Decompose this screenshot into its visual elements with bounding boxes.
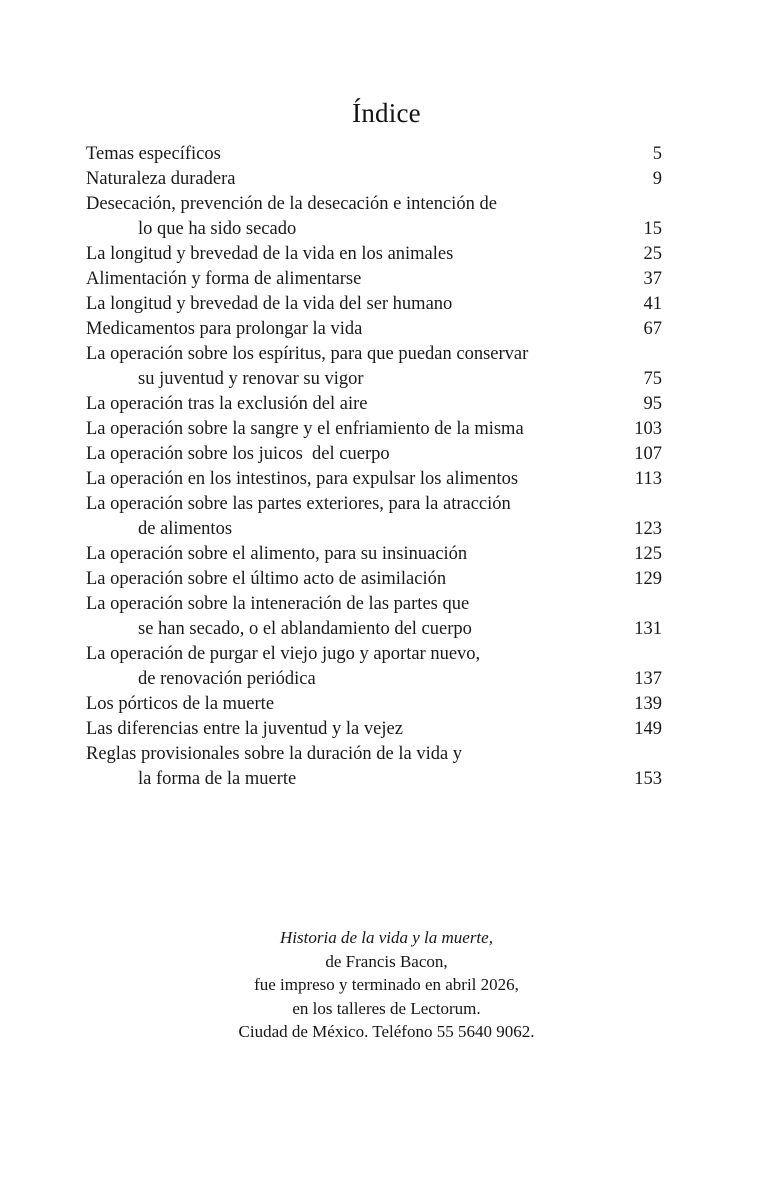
toc-entry-label: La operación sobre los espíritus, para que puedan conservar xyxy=(86,344,529,364)
toc-entry-label: La operación sobre el último acto de asimilación xyxy=(86,569,447,589)
toc-entry-title-line xyxy=(86,467,662,492)
toc-entry-title-line xyxy=(86,292,662,317)
toc-entry-continuation-line xyxy=(86,217,662,242)
toc-page-number: 95 xyxy=(643,394,662,414)
toc-entry-label: Alimentación y forma de alimentarse xyxy=(86,269,362,289)
toc-entry-title-line xyxy=(86,242,662,267)
toc-entry-title-line xyxy=(86,442,662,467)
toc-entry-label: Reglas provisionales sobre la duración de la vida y xyxy=(86,744,463,764)
toc-entry[interactable] xyxy=(86,492,662,542)
toc-entry[interactable] xyxy=(86,467,662,492)
toc-entry-title-line xyxy=(86,717,662,742)
toc-entry[interactable] xyxy=(86,417,662,442)
toc-entry-title-line xyxy=(86,192,662,217)
toc-page-number: 9 xyxy=(652,169,662,189)
toc-entry-label: la forma de la muerte xyxy=(138,769,297,789)
toc-entry-continuation-line xyxy=(86,517,662,542)
toc-entry-label: su juventud y renovar su vigor xyxy=(138,369,364,389)
toc-page-number: 25 xyxy=(643,244,662,264)
toc-entry-label: de alimentos xyxy=(138,519,233,539)
toc-entry-continuation-line xyxy=(86,667,662,692)
toc-entry[interactable] xyxy=(86,392,662,417)
toc-entry-label: La operación en los intestinos, para expulsar los alimentos xyxy=(86,469,519,489)
toc-entry-title-line xyxy=(86,692,662,717)
toc-page-number: 41 xyxy=(643,294,662,314)
toc-entry-label: Las diferencias entre la juventud y la vejez xyxy=(86,719,403,739)
toc-page-number: 139 xyxy=(634,694,662,714)
toc-entry-title-line xyxy=(86,542,662,567)
toc-entry[interactable] xyxy=(86,342,662,392)
toc-entry-title-line xyxy=(86,742,662,767)
toc-entry-title-line xyxy=(86,492,662,517)
toc-entry-title-line xyxy=(86,167,662,192)
toc-entry-label: lo que ha sido secado xyxy=(138,219,297,239)
colophon-line: en los talleres de Lectorum. xyxy=(292,998,481,1018)
toc-entry-title-line xyxy=(86,592,662,617)
toc-entry-label: La operación sobre la sangre y el enfriamiento de la misma xyxy=(86,419,524,439)
toc-entry[interactable] xyxy=(86,592,662,642)
toc-entry[interactable] xyxy=(86,692,662,717)
table-of-contents xyxy=(86,142,662,792)
page-title: Índice xyxy=(352,98,421,128)
toc-entry[interactable] xyxy=(86,267,662,292)
toc-entry-label: de renovación periódica xyxy=(138,669,316,689)
toc-page-number: 153 xyxy=(634,769,662,789)
toc-entry-label: Desecación, prevención de la desecación e intención de xyxy=(86,194,497,214)
colophon-line: fue impreso y terminado en abril 2026, xyxy=(254,975,519,994)
toc-entry[interactable] xyxy=(86,742,662,792)
colophon-line: de Francis Bacon, xyxy=(325,951,448,971)
toc-entry-title-line xyxy=(86,417,662,442)
toc-entry-label: se han secado, o el ablandamiento del cuerpo xyxy=(138,619,472,639)
toc-entry[interactable] xyxy=(86,317,662,342)
toc-entry-title-line xyxy=(86,642,662,667)
toc-entry-label: Temas específicos xyxy=(86,144,221,164)
toc-page-number: 131 xyxy=(634,619,662,639)
toc-entry-label: Medicamentos para prolongar la vida xyxy=(86,319,363,339)
toc-entry[interactable] xyxy=(86,542,662,567)
toc-entry-label: Los pórticos de la muerte xyxy=(86,694,275,714)
toc-page-number: 103 xyxy=(634,419,662,439)
toc-entry[interactable] xyxy=(86,192,662,242)
toc-entry-title-line xyxy=(86,142,662,167)
toc-page-number: 137 xyxy=(634,669,662,689)
toc-entry[interactable] xyxy=(86,442,662,467)
toc-entry[interactable] xyxy=(86,642,662,692)
colophon xyxy=(0,926,773,1044)
toc-page-number: 113 xyxy=(634,469,662,489)
toc-entry-continuation-line xyxy=(86,617,662,642)
toc-entry[interactable] xyxy=(86,167,662,192)
toc-page-number: 123 xyxy=(634,519,662,539)
toc-entry-title-line xyxy=(86,342,662,367)
toc-entry[interactable] xyxy=(86,142,662,167)
colophon-line: Ciudad de México. Teléfono 55 5640 9062. xyxy=(238,1022,535,1041)
toc-entry-label: La operación sobre la inteneración de las partes que xyxy=(86,594,470,614)
toc-entry-label: La operación sobre los juicos del cuerpo xyxy=(86,444,390,464)
toc-page-number: 125 xyxy=(634,544,662,564)
toc-page-number: 75 xyxy=(643,369,662,389)
colophon-book-title: Historia de la vida y la muerte, xyxy=(280,928,493,947)
toc-entry-title-line xyxy=(86,267,662,292)
toc-page-number: 15 xyxy=(643,219,662,239)
toc-page-number: 149 xyxy=(634,719,662,739)
toc-entry-title-line xyxy=(86,392,662,417)
toc-page-number: 67 xyxy=(643,319,662,339)
toc-entry[interactable] xyxy=(86,717,662,742)
toc-entry[interactable] xyxy=(86,567,662,592)
toc-page-number: 129 xyxy=(634,569,662,589)
toc-entry-title-line xyxy=(86,567,662,592)
toc-entry-label: La operación sobre el alimento, para su insinuación xyxy=(86,544,468,564)
toc-entry-label: La operación sobre las partes exteriores, para la atracción xyxy=(86,494,511,514)
toc-entry-title-line xyxy=(86,317,662,342)
toc-entry[interactable] xyxy=(86,292,662,317)
toc-entry-continuation-line xyxy=(86,367,662,392)
toc-entry-label: La operación de purgar el viejo jugo y aportar nuevo, xyxy=(86,644,481,664)
toc-entry-label: La operación tras la exclusión del aire xyxy=(86,394,368,414)
toc-entry[interactable] xyxy=(86,242,662,267)
toc-page-number: 5 xyxy=(652,144,662,164)
toc-entry-label: La longitud y brevedad de la vida en los animales xyxy=(86,244,454,264)
toc-entry-label: Naturaleza duradera xyxy=(86,169,236,189)
toc-page-number: 37 xyxy=(643,269,662,289)
toc-entry-continuation-line xyxy=(86,767,662,792)
toc-page-number: 107 xyxy=(634,444,662,464)
toc-entry-label: La longitud y brevedad de la vida del ser humano xyxy=(86,294,453,314)
